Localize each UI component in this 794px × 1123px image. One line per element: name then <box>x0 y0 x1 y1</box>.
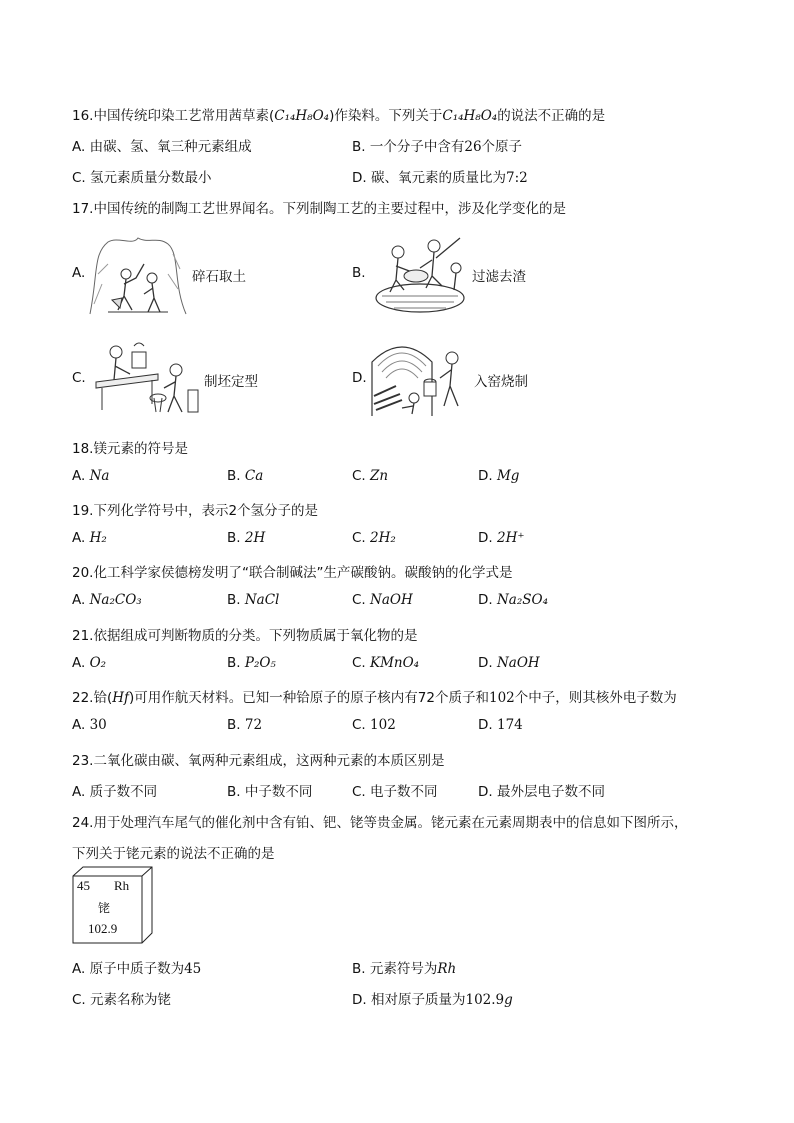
q22-c-value: 102 <box>370 717 396 733</box>
q19-option-d[interactable] <box>478 530 524 546</box>
q19-option-a[interactable] <box>72 530 107 546</box>
q16-option-b-num: 26 <box>464 139 482 155</box>
q22-d-label: D. <box>478 717 497 733</box>
q24-option-b[interactable] <box>352 957 456 977</box>
q21-d-value: NaOH <box>496 655 540 671</box>
q19-b-label: B. <box>227 530 245 546</box>
q21-c-value: KMnO₄ <box>370 655 420 671</box>
q22-b-value: 72 <box>244 717 263 733</box>
q17-option-c-text: 制坯定型 <box>204 374 258 390</box>
q16-stem <box>72 104 605 124</box>
q18-c-value: Zn <box>370 468 389 484</box>
q16-stem-b: )作染料。下列关于 <box>329 108 443 124</box>
q24-d-text: D. 相对原子质量为 <box>352 992 466 1008</box>
q21-option-b[interactable] <box>227 655 276 671</box>
q22-stem-c: 个中子，则其核外电子数为 <box>514 690 677 706</box>
q17-option-a-label[interactable]: A. <box>72 265 86 281</box>
q20-a-label: A. <box>72 592 90 608</box>
q22-stem-a: 22.铪( <box>72 690 113 706</box>
q24-d-num: 102.9 <box>465 992 505 1008</box>
q20-d-value: Na₂SO₄ <box>496 592 548 608</box>
q16-stem-a: 16.中国传统印染工艺常用茜草素( <box>72 108 275 124</box>
q24-option-c[interactable]: C. 元素名称为铑 <box>72 992 172 1008</box>
q16-formula: C₁₄H₈O₄ <box>274 108 330 124</box>
q16-formula-2: C₁₄H₈O₄ <box>442 108 498 124</box>
kiln-illustration <box>368 336 472 418</box>
q20-b-value: NaCl <box>244 592 280 608</box>
q18-d-label: D. <box>478 468 497 484</box>
q23-option-b[interactable]: B. 中子数不同 <box>227 784 313 800</box>
q16-option-a[interactable]: A. 由碳、氢、氧三种元素组成 <box>72 139 252 155</box>
q21-a-label: A. <box>72 655 90 671</box>
q18-b-value: Ca <box>244 468 264 484</box>
q18-option-b[interactable] <box>227 468 263 484</box>
q21-option-a[interactable] <box>72 655 106 671</box>
q17-option-a-text: 碎石取土 <box>192 269 246 285</box>
q24-a-num: 45 <box>184 961 202 977</box>
q24-d-unit: g <box>504 992 513 1008</box>
q16-option-d[interactable] <box>352 166 528 186</box>
q16-stem-c: 的说法不正确的是 <box>497 108 606 124</box>
filtering-illustration <box>368 232 472 320</box>
q24-b-symbol: Rh <box>437 961 457 977</box>
q21-option-c[interactable] <box>352 655 419 671</box>
q22-a-label: A. <box>72 717 90 733</box>
q19-b-value: 2H <box>244 530 266 546</box>
q21-b-label: B. <box>227 655 245 671</box>
q17-option-b-text: 过滤去渣 <box>472 269 526 285</box>
q18-a-value: Na <box>89 468 110 484</box>
q24-stem-line2: 下列关于铑元素的说法不正确的是 <box>72 846 275 862</box>
q17-option-b-label[interactable]: B. <box>352 265 366 281</box>
shaping-illustration <box>88 334 202 416</box>
q22-option-b[interactable] <box>227 717 262 733</box>
q18-d-value: Mg <box>496 468 520 484</box>
q18-b-label: B. <box>227 468 245 484</box>
q18-stem: 18.镁元素的符号是 <box>72 441 188 457</box>
q20-option-d[interactable] <box>478 592 548 608</box>
q18-option-d[interactable] <box>478 468 519 484</box>
q16-option-b-text: B. 一个分子中含有 <box>352 139 465 155</box>
q21-b-value: P₂O₅ <box>244 655 276 671</box>
q22-option-a[interactable] <box>72 717 107 733</box>
q20-option-b[interactable] <box>227 592 279 608</box>
q21-stem: 21.依据组成可判断物质的分类。下列物质属于氧化物的是 <box>72 628 418 644</box>
q23-option-d[interactable]: D. 最外层电子数不同 <box>478 784 605 800</box>
q19-c-value: 2H₂ <box>370 530 396 546</box>
q22-stem <box>72 686 677 706</box>
q22-d-value: 174 <box>496 717 523 733</box>
q22-stem-num: 102 <box>488 690 515 706</box>
quarry-illustration <box>88 234 188 316</box>
q18-a-label: A. <box>72 468 90 484</box>
q16-option-d-text: D. 碳、氧元素的质量比为 <box>352 170 506 186</box>
element-tile-rh <box>72 866 154 944</box>
q22-a-value: 30 <box>89 717 107 733</box>
element-name: 铑 <box>98 901 111 915</box>
element-atomic-number: 45 <box>77 878 90 893</box>
q20-b-label: B. <box>227 592 245 608</box>
q24-a-text: A. 原子中质子数为 <box>72 961 185 977</box>
element-atomic-mass: 102.9 <box>88 921 118 936</box>
q22-option-d[interactable] <box>478 717 523 733</box>
q20-a-value: Na₂CO₃ <box>89 592 142 608</box>
element-symbol: Rh <box>114 878 130 893</box>
q21-a-value: O₂ <box>89 655 107 671</box>
q19-option-c[interactable] <box>352 530 396 546</box>
q24-stem-line1: 24.用于处理汽车尾气的催化剂中含有铂、钯、铑等贵金属。铑元素在元素周期表中的信息如下图所示， <box>72 815 688 831</box>
q17-option-c-label[interactable]: C. <box>72 370 86 386</box>
q20-d-label: D. <box>478 592 497 608</box>
q18-option-a[interactable] <box>72 468 109 484</box>
q22-stem-b: )可用作航天材料。已知一种铪原子的原子核内有72个质子和 <box>129 690 489 706</box>
q23-option-c[interactable]: C. 电子数不同 <box>352 784 438 800</box>
q19-d-label: D. <box>478 530 497 546</box>
q18-option-c[interactable] <box>352 468 388 484</box>
q22-stem-symbol: Hf <box>112 690 130 706</box>
q16-option-b[interactable] <box>352 135 522 155</box>
q23-option-a[interactable]: A. 质子数不同 <box>72 784 158 800</box>
q16-option-d-num: 7:2 <box>505 170 528 186</box>
q18-c-label: C. <box>352 468 371 484</box>
q17-stem: 17.中国传统的制陶工艺世界闻名。下列制陶工艺的主要过程中，涉及化学变化的是 <box>72 201 566 217</box>
q19-c-label: C. <box>352 530 371 546</box>
q19-a-value: H₂ <box>89 530 107 546</box>
q16-option-b-tail: 个原子 <box>481 139 523 155</box>
q20-stem: 20.化工科学家侯德榜发明了“联合制碱法”生产碳酸钠。碳酸钠的化学式是 <box>72 565 513 581</box>
q19-d-value: 2H⁺ <box>496 530 525 546</box>
q24-option-d[interactable] <box>352 988 513 1008</box>
q19-a-label: A. <box>72 530 90 546</box>
q22-c-label: C. <box>352 717 371 733</box>
q24-b-text: B. 元素符号为 <box>352 961 438 977</box>
q20-c-label: C. <box>352 592 371 608</box>
q21-d-label: D. <box>478 655 497 671</box>
q19-option-b[interactable] <box>227 530 265 546</box>
q21-option-d[interactable] <box>478 655 540 671</box>
q22-option-c[interactable] <box>352 717 396 733</box>
q20-option-a[interactable] <box>72 592 142 608</box>
q20-option-c[interactable] <box>352 592 413 608</box>
q24-option-a[interactable] <box>72 957 201 977</box>
q17-option-d-text: 入窑烧制 <box>474 374 528 390</box>
q19-stem: 19.下列化学符号中，表示2个氢分子的是 <box>72 503 319 519</box>
q21-c-label: C. <box>352 655 371 671</box>
q23-stem: 23.二氧化碳由碳、氧两种元素组成，这两种元素的本质区别是 <box>72 753 445 769</box>
q17-option-d-label[interactable]: D. <box>352 370 367 386</box>
q16-option-c[interactable]: C. 氢元素质量分数最小 <box>72 170 212 186</box>
q20-c-value: NaOH <box>370 592 413 608</box>
q22-b-label: B. <box>227 717 245 733</box>
